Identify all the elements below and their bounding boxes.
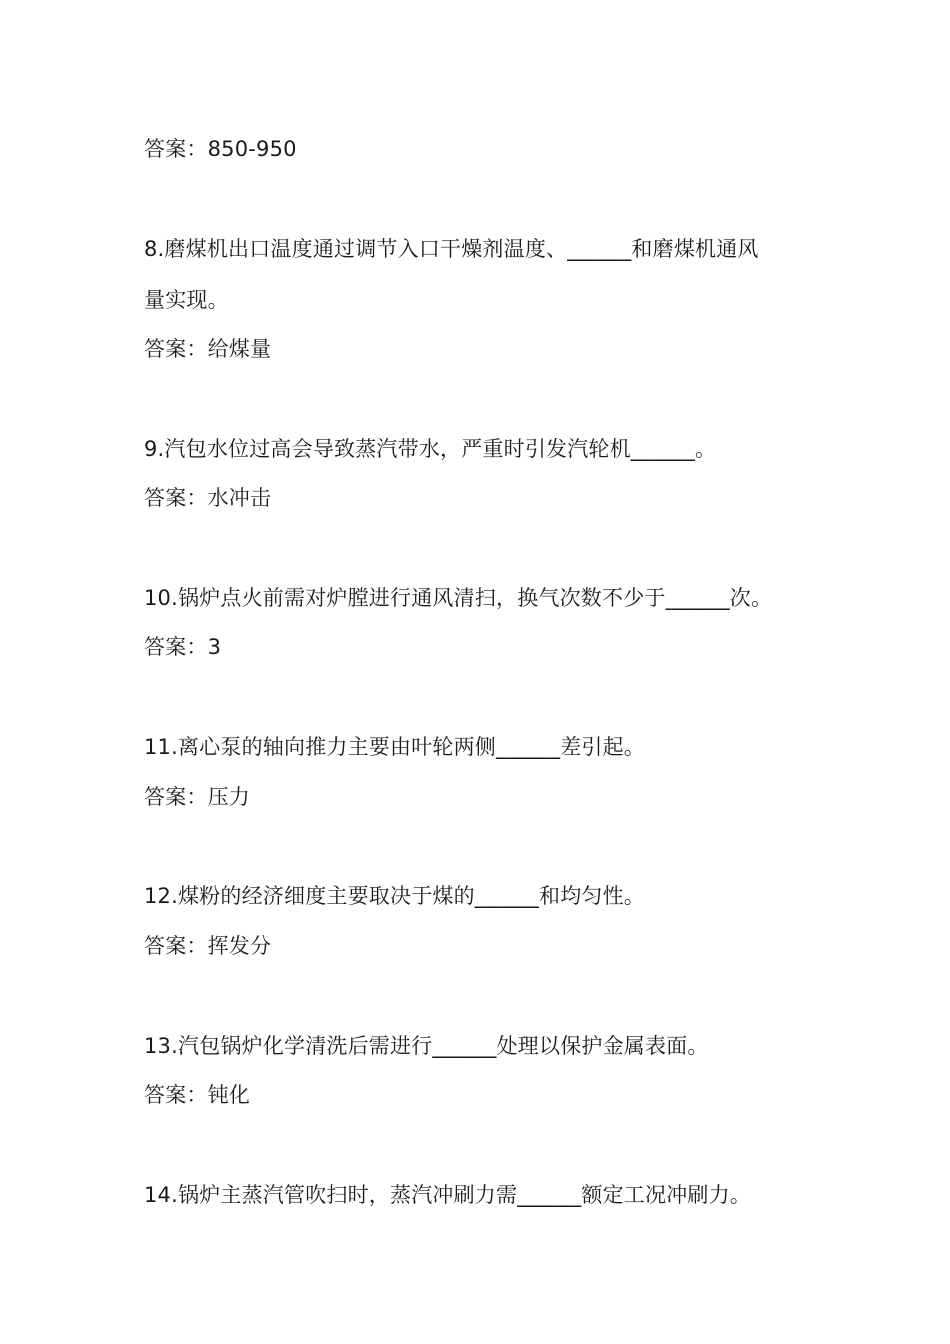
question-14: 14.锅炉主蒸汽管吹扫时，蒸汽冲刷力需______额定工况冲刷力。 bbox=[144, 1183, 751, 1207]
answer-8: 答案：给煤量 bbox=[144, 337, 272, 361]
question-11: 11.离心泵的轴向推力主要由叶轮两侧______差引起。 bbox=[144, 735, 645, 759]
question-12: 12.煤粉的经济细度主要取决于煤的______和均匀性。 bbox=[144, 884, 645, 908]
question-10: 10.锅炉点火前需对炉膛进行通风清扫，换气次数不少于______次。 bbox=[144, 586, 773, 610]
question-13: 13.汽包锅炉化学清洗后需进行______处理以保护金属表面。 bbox=[144, 1034, 709, 1058]
answer-9: 答案：水冲击 bbox=[144, 486, 272, 510]
answer-10: 答案：3 bbox=[144, 635, 222, 659]
answer-12: 答案：挥发分 bbox=[144, 934, 272, 958]
answer-13: 答案：钝化 bbox=[144, 1083, 250, 1107]
question-8-line-1: 8.磨煤机出口温度通过调节入口干燥剂温度、______和磨煤机通风 bbox=[144, 237, 759, 261]
answer-11: 答案：压力 bbox=[144, 785, 250, 809]
question-9: 9.汽包水位过高会导致蒸汽带水，严重时引发汽轮机______。 bbox=[144, 437, 717, 461]
answer-7: 答案：850-950 bbox=[144, 137, 297, 161]
question-8-line-2: 量实现。 bbox=[144, 288, 229, 312]
